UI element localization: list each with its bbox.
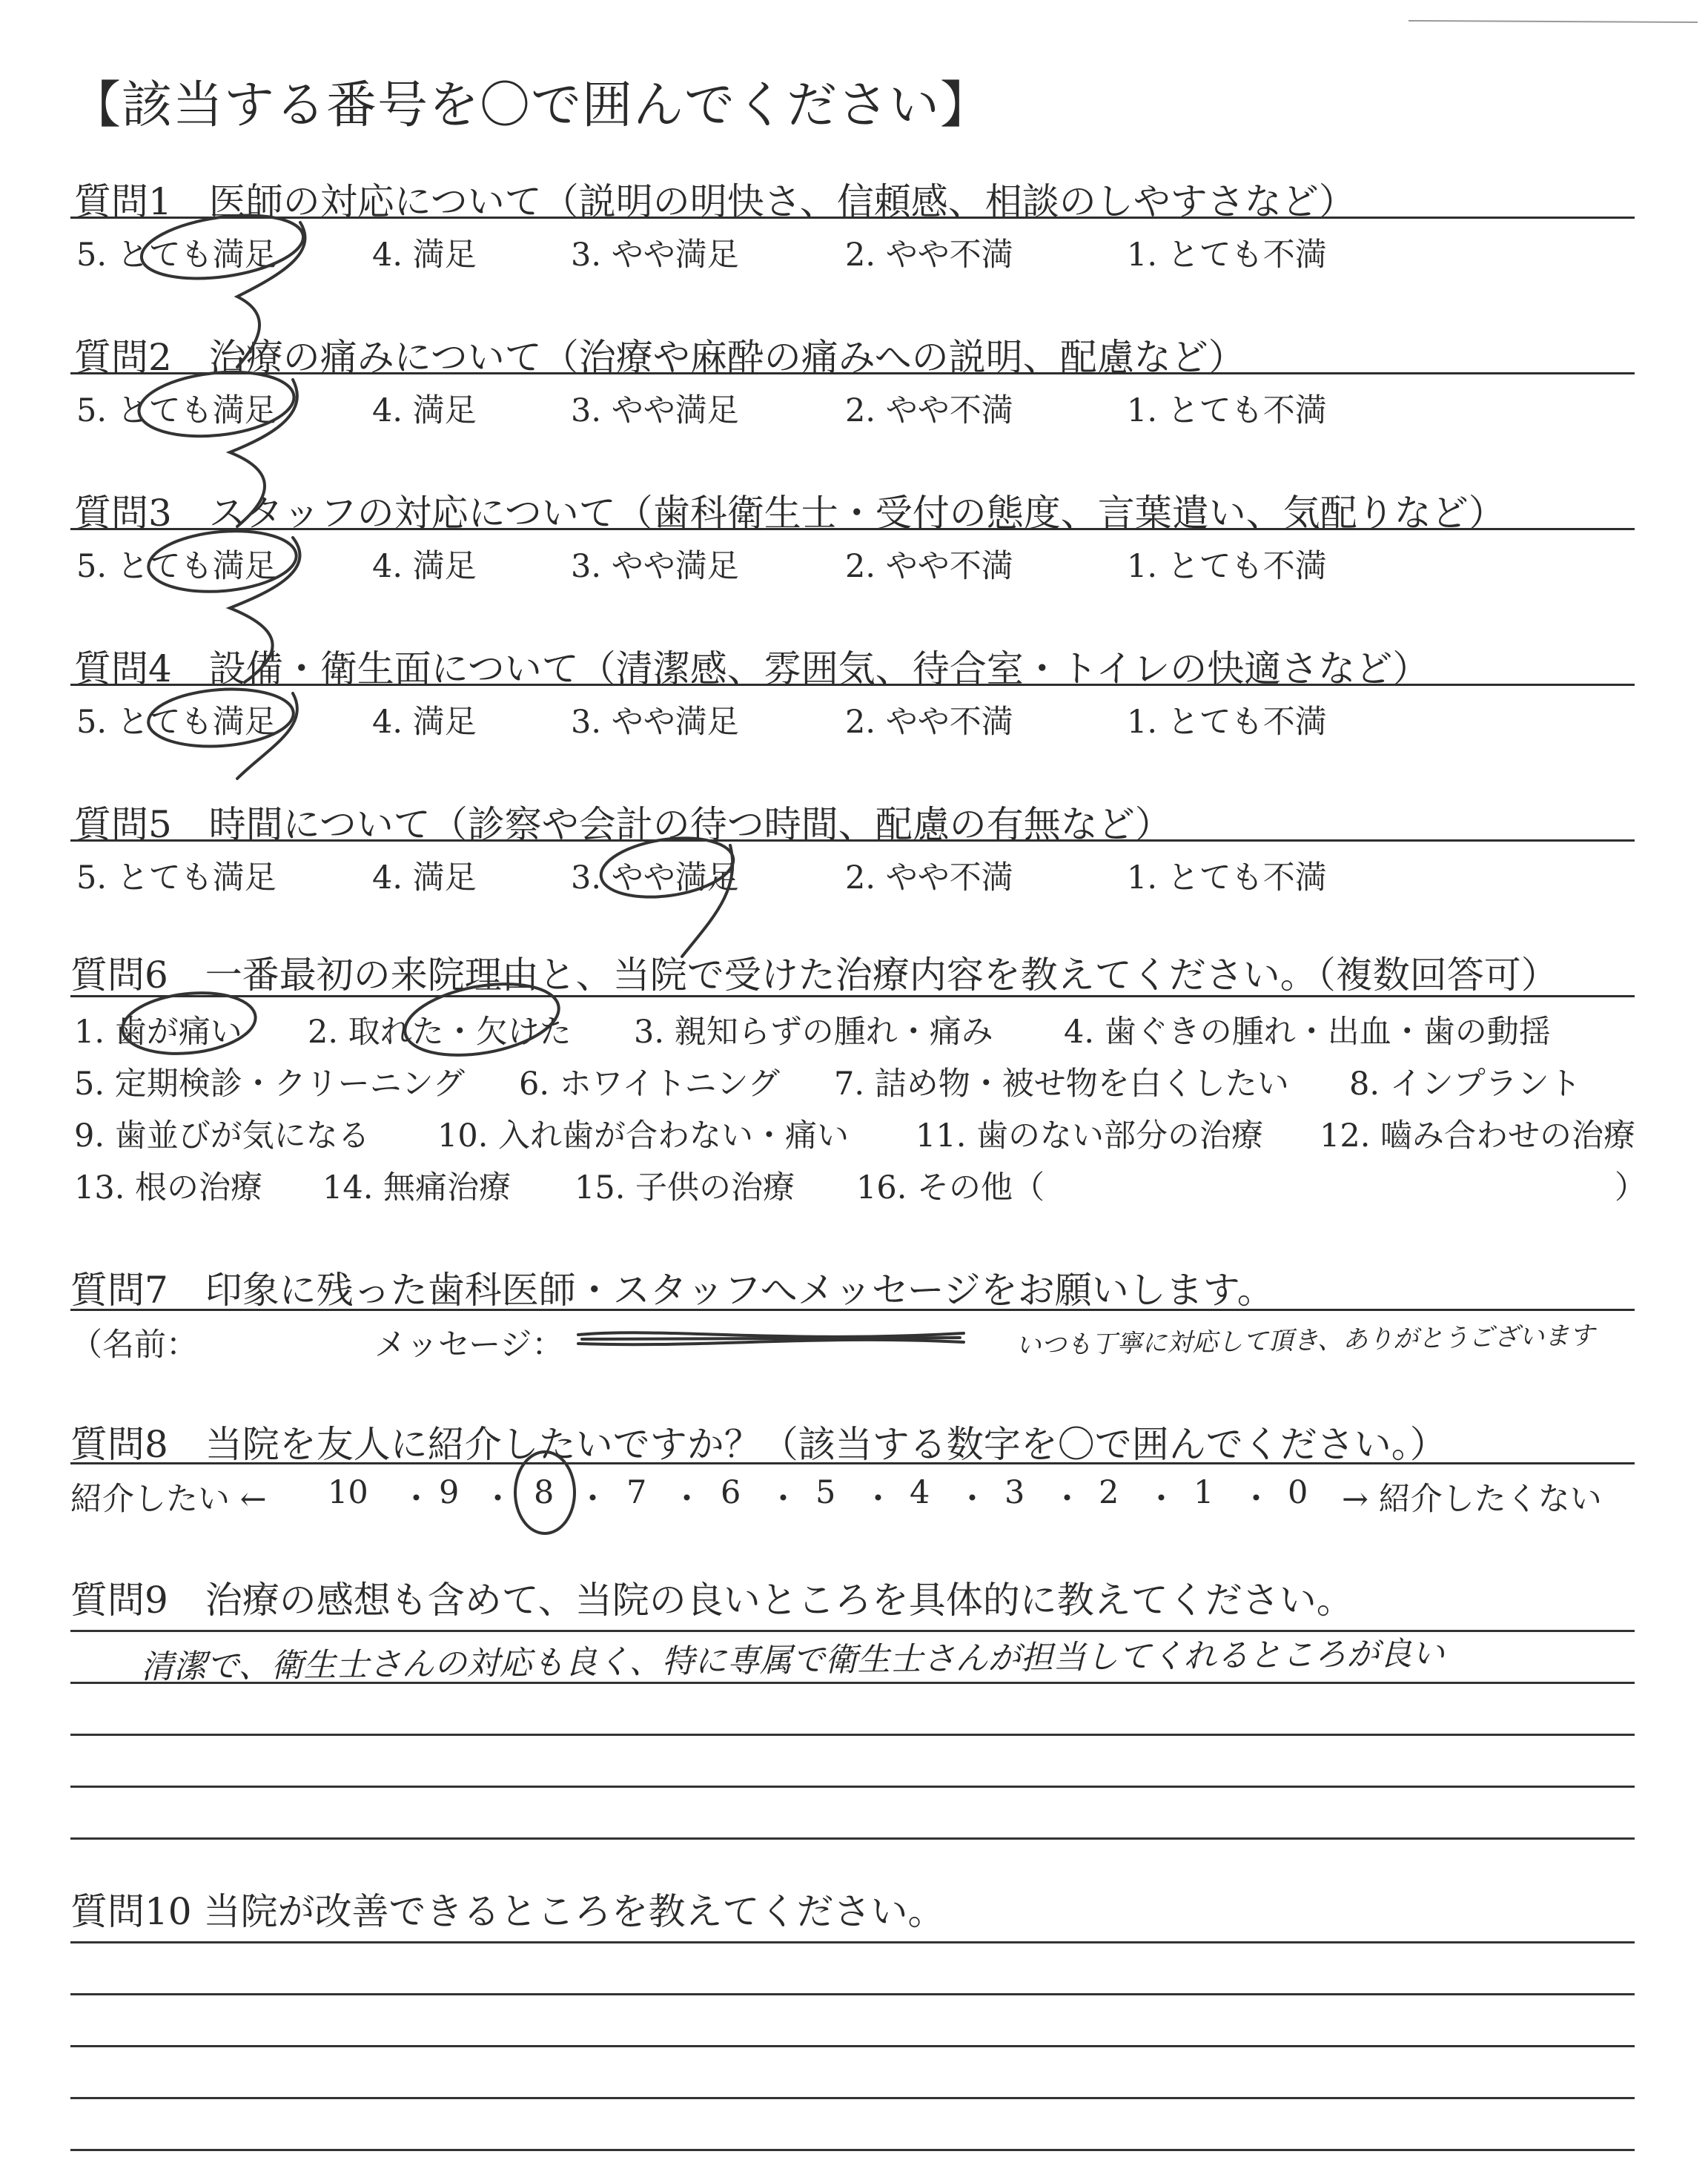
selection-circle	[147, 684, 296, 750]
option-3[interactable]: 3. やや満足	[571, 704, 739, 741]
question-title: 質問6 一番最初の来院理由と、当院で受けた治療内容を教えてください。（複数回答可）	[70, 954, 1558, 997]
option-3[interactable]: 3. やや満足	[571, 548, 739, 585]
message-label: メッセージ：	[374, 1327, 564, 1364]
scribble-out	[578, 1340, 964, 1344]
option-5[interactable]: 5. とても満足	[76, 548, 277, 585]
option-5[interactable]: 5. とても満足	[76, 237, 277, 274]
reason-option-13[interactable]: 13. 根の治療	[74, 1169, 263, 1206]
reason-option-5[interactable]: 5. 定期検診・クリーニング	[74, 1066, 465, 1103]
form-header: 【該当する番号を〇で囲んでください】	[70, 76, 992, 135]
reason-option-10[interactable]: 10. 入れ歯が合わない・痛い	[437, 1117, 850, 1155]
scribble-out	[582, 1338, 960, 1339]
reason-option-1[interactable]: 1. 歯が痛い	[74, 1014, 242, 1051]
selection-circle	[400, 973, 564, 1066]
scale-5[interactable]: 5	[815, 1474, 836, 1511]
pen-stroke	[237, 222, 305, 367]
option-1[interactable]: 1. とても不満	[1127, 237, 1327, 274]
reason-option-12[interactable]: 12. 嚙み合わせの治療	[1320, 1117, 1636, 1155]
scale-dot: ・	[767, 1481, 799, 1518]
recommend-left-label: 紹介したい ←	[70, 1481, 267, 1518]
option-2[interactable]: 2. やや不満	[845, 704, 1013, 741]
option-5[interactable]: 5. とても満足	[76, 704, 277, 741]
scale-dot: ・	[577, 1481, 609, 1518]
message-answer[interactable]: いつも丁寧に対応して頂き、ありがとうございます	[1016, 1321, 1595, 1361]
selection-circle	[598, 830, 738, 905]
question-title: 質問8 当院を友人に紹介したいですか？（該当する数字を〇で囲んでください。）	[70, 1423, 1447, 1466]
option-1[interactable]: 1. とても不満	[1127, 859, 1327, 896]
option-3[interactable]: 3. やや満足	[571, 392, 739, 429]
scale-dot: ・	[400, 1481, 432, 1518]
question-title: 質問1 医師の対応について（説明の明快さ、信頼感、相談のしやすさなど）	[74, 180, 1356, 223]
scale-dot: ・	[482, 1481, 514, 1518]
scale-dot: ・	[862, 1481, 894, 1518]
option-4[interactable]: 4. 満足	[372, 237, 477, 274]
question-title: 質問10 当院が改善できるところを教えてください。	[70, 1890, 945, 1933]
reason-option-3[interactable]: 3. 親知らずの腫れ・痛み	[634, 1014, 993, 1051]
good-points-answer[interactable]: 清潔で、衛生士さんの対応も良く、特に専属で衛生士さんが担当してくれるところが良い	[141, 1634, 1445, 1686]
option-2[interactable]: 2. やや不満	[845, 237, 1013, 274]
scale-8[interactable]: 8	[534, 1474, 555, 1511]
reason-option-11[interactable]: 11. 歯のない部分の治療	[916, 1117, 1264, 1155]
reason-option-6[interactable]: 6. ホワイトニング	[519, 1066, 780, 1103]
reason-option-16[interactable]: 16. その他（	[856, 1169, 1045, 1206]
question-title: 質問2 治療の痛みについて（治療や麻酔の痛みへの説明、配慮など）	[74, 336, 1245, 379]
scale-3[interactable]: 3	[1004, 1474, 1025, 1511]
name-label: （名前：	[70, 1327, 198, 1364]
option-4[interactable]: 4. 満足	[372, 704, 477, 741]
scale-dot: ・	[1051, 1481, 1083, 1518]
selection-circle	[138, 206, 308, 288]
option-4[interactable]: 4. 満足	[372, 548, 477, 585]
page-edge	[1409, 21, 1698, 22]
other-close-paren: ）	[1615, 1169, 1646, 1206]
option-4[interactable]: 4. 満足	[372, 859, 477, 896]
scale-0[interactable]: 0	[1288, 1474, 1308, 1511]
option-2[interactable]: 2. やや不満	[845, 392, 1013, 429]
scale-7[interactable]: 7	[626, 1474, 647, 1511]
option-1[interactable]: 1. とても不満	[1127, 704, 1327, 741]
scale-dot: ・	[1240, 1481, 1272, 1518]
option-5[interactable]: 5. とても満足	[76, 392, 277, 429]
question-title: 質問5 時間について（診察や会計の待つ時間、配慮の有無など）	[74, 803, 1172, 846]
question-title: 質問9 治療の感想も含めて、当院の良いところを具体的に教えてください。	[70, 1579, 1354, 1622]
option-5[interactable]: 5. とても満足	[76, 859, 277, 896]
question-title: 質問4 設備・衛生面について（清潔感、雰囲気、待合室・トイレの快適さなど）	[74, 647, 1430, 690]
selection-circle	[119, 987, 258, 1060]
scale-4[interactable]: 4	[910, 1474, 930, 1511]
option-3[interactable]: 3. やや満足	[571, 237, 739, 274]
recommend-right-label: → 紹介したくない	[1342, 1481, 1602, 1518]
reason-option-9[interactable]: 9. 歯並びが気になる	[74, 1117, 370, 1155]
scale-dot: ・	[671, 1481, 703, 1518]
pen-stroke	[230, 538, 299, 682]
selection-circle	[515, 1452, 575, 1533]
option-3[interactable]: 3. やや満足	[571, 859, 739, 896]
option-1[interactable]: 1. とても不満	[1127, 392, 1327, 429]
reason-option-8[interactable]: 8. インプラント	[1349, 1066, 1581, 1103]
reason-option-7[interactable]: 7. 詰め物・被せ物を白くしたい	[834, 1066, 1289, 1103]
pen-stroke	[230, 380, 297, 526]
scribble-out	[578, 1332, 964, 1337]
reason-option-15[interactable]: 15. 子供の治療	[575, 1169, 795, 1206]
option-2[interactable]: 2. やや不満	[845, 548, 1013, 585]
reason-option-4[interactable]: 4. 歯ぐきの腫れ・出血・歯の動揺	[1064, 1014, 1551, 1051]
scale-10[interactable]: 10	[328, 1474, 368, 1511]
pen-stroke	[682, 845, 732, 957]
question-title: 質問7 印象に残った歯科医師・スタッフへメッセージをお願いします。	[70, 1269, 1274, 1312]
scale-2[interactable]: 2	[1099, 1474, 1119, 1511]
scale-dot: ・	[956, 1481, 988, 1518]
question-title: 質問3 スタッフの対応について（歯科衛生士・受付の態度、言葉遣い、気配りなど）	[74, 492, 1506, 535]
scale-6[interactable]: 6	[721, 1474, 741, 1511]
scale-1[interactable]: 1	[1194, 1474, 1214, 1511]
reason-option-14[interactable]: 14. 無痛治療	[322, 1169, 512, 1206]
scale-dot: ・	[1145, 1481, 1177, 1518]
option-1[interactable]: 1. とても不満	[1127, 548, 1327, 585]
reason-option-2[interactable]: 2. 取れた・欠けた	[308, 1014, 572, 1051]
scale-9[interactable]: 9	[439, 1474, 460, 1511]
option-2[interactable]: 2. やや不満	[845, 859, 1013, 896]
option-4[interactable]: 4. 満足	[372, 392, 477, 429]
